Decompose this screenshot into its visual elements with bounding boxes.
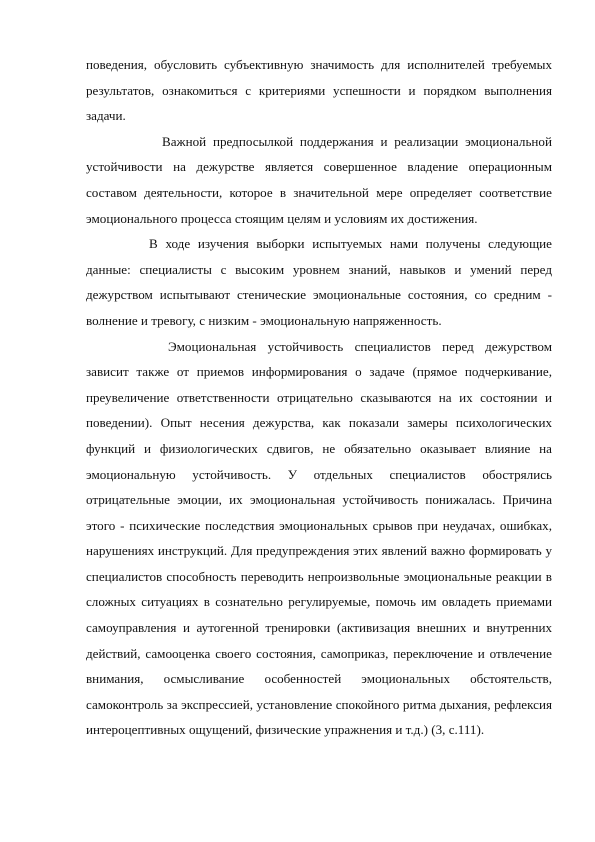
paragraph-1: поведения, обусловить субъективную значимость для исполнителей требуемых результатов, ознакомиться с критериями успешности и порядком выполнения задачи. (86, 57, 552, 124)
paragraph-2: Важной предпосылкой поддержания и реализации эмоциональной устойчивости на дежурстве является совершенное владение операционным составом деятельности, которое в значительной мере определяет соответствие эмоционального процесса стоящим целям и условиям их достижения. (86, 133, 552, 226)
paragraph-4: Эмоциональная устойчивость специалистов перед дежурством зависит также от приемов информирования о задаче (прямое подчеркивание, преувеличение ответственности отрицательно сказываются на их состоянии и поведении). Опыт несения дежурства, как показали замеры психологических функций и физиологических сдвигов, не обязательно оказывает влияние на эмоциональную устойчивость. У отдельных специалистов обострялись отрицательные эмоции, их эмоциональная устойчивость понижалась. Причина этого - психические последствия эмоциональных срывов при неудачах, ошибках, нарушениях инструкций. Для предупреждения этих явлений важно формировать у специалистов способность переводить непроизвольные эмоциональные реакции в сложных ситуациях в сознательно регулируемые, помочь им овладеть приемами самоуправления и аутогенной тренировки (активизация внешних и внутренних действий, самооценка своего состояния, самоприказ, переключение и отвлечение внимания, осмысливание особенностей эмоциональных обстоятельств, самоконтроль за экспрессией, установление спокойного ритма дыхания, рефлексия интероцептивных ощущений, физические упражнения и т.д.) (3, с.111). (86, 338, 552, 738)
body-text (86, 52, 552, 743)
paragraph-3: В ходе изучения выборки испытуемых нами получены следующие данные: специалисты с высоким уровнем знаний, навыков и умений перед дежурством испытывают стенические эмоциональные состояния, со средним - волнение и тревогу, с низким - эмоциональную напряженность. (86, 236, 552, 328)
